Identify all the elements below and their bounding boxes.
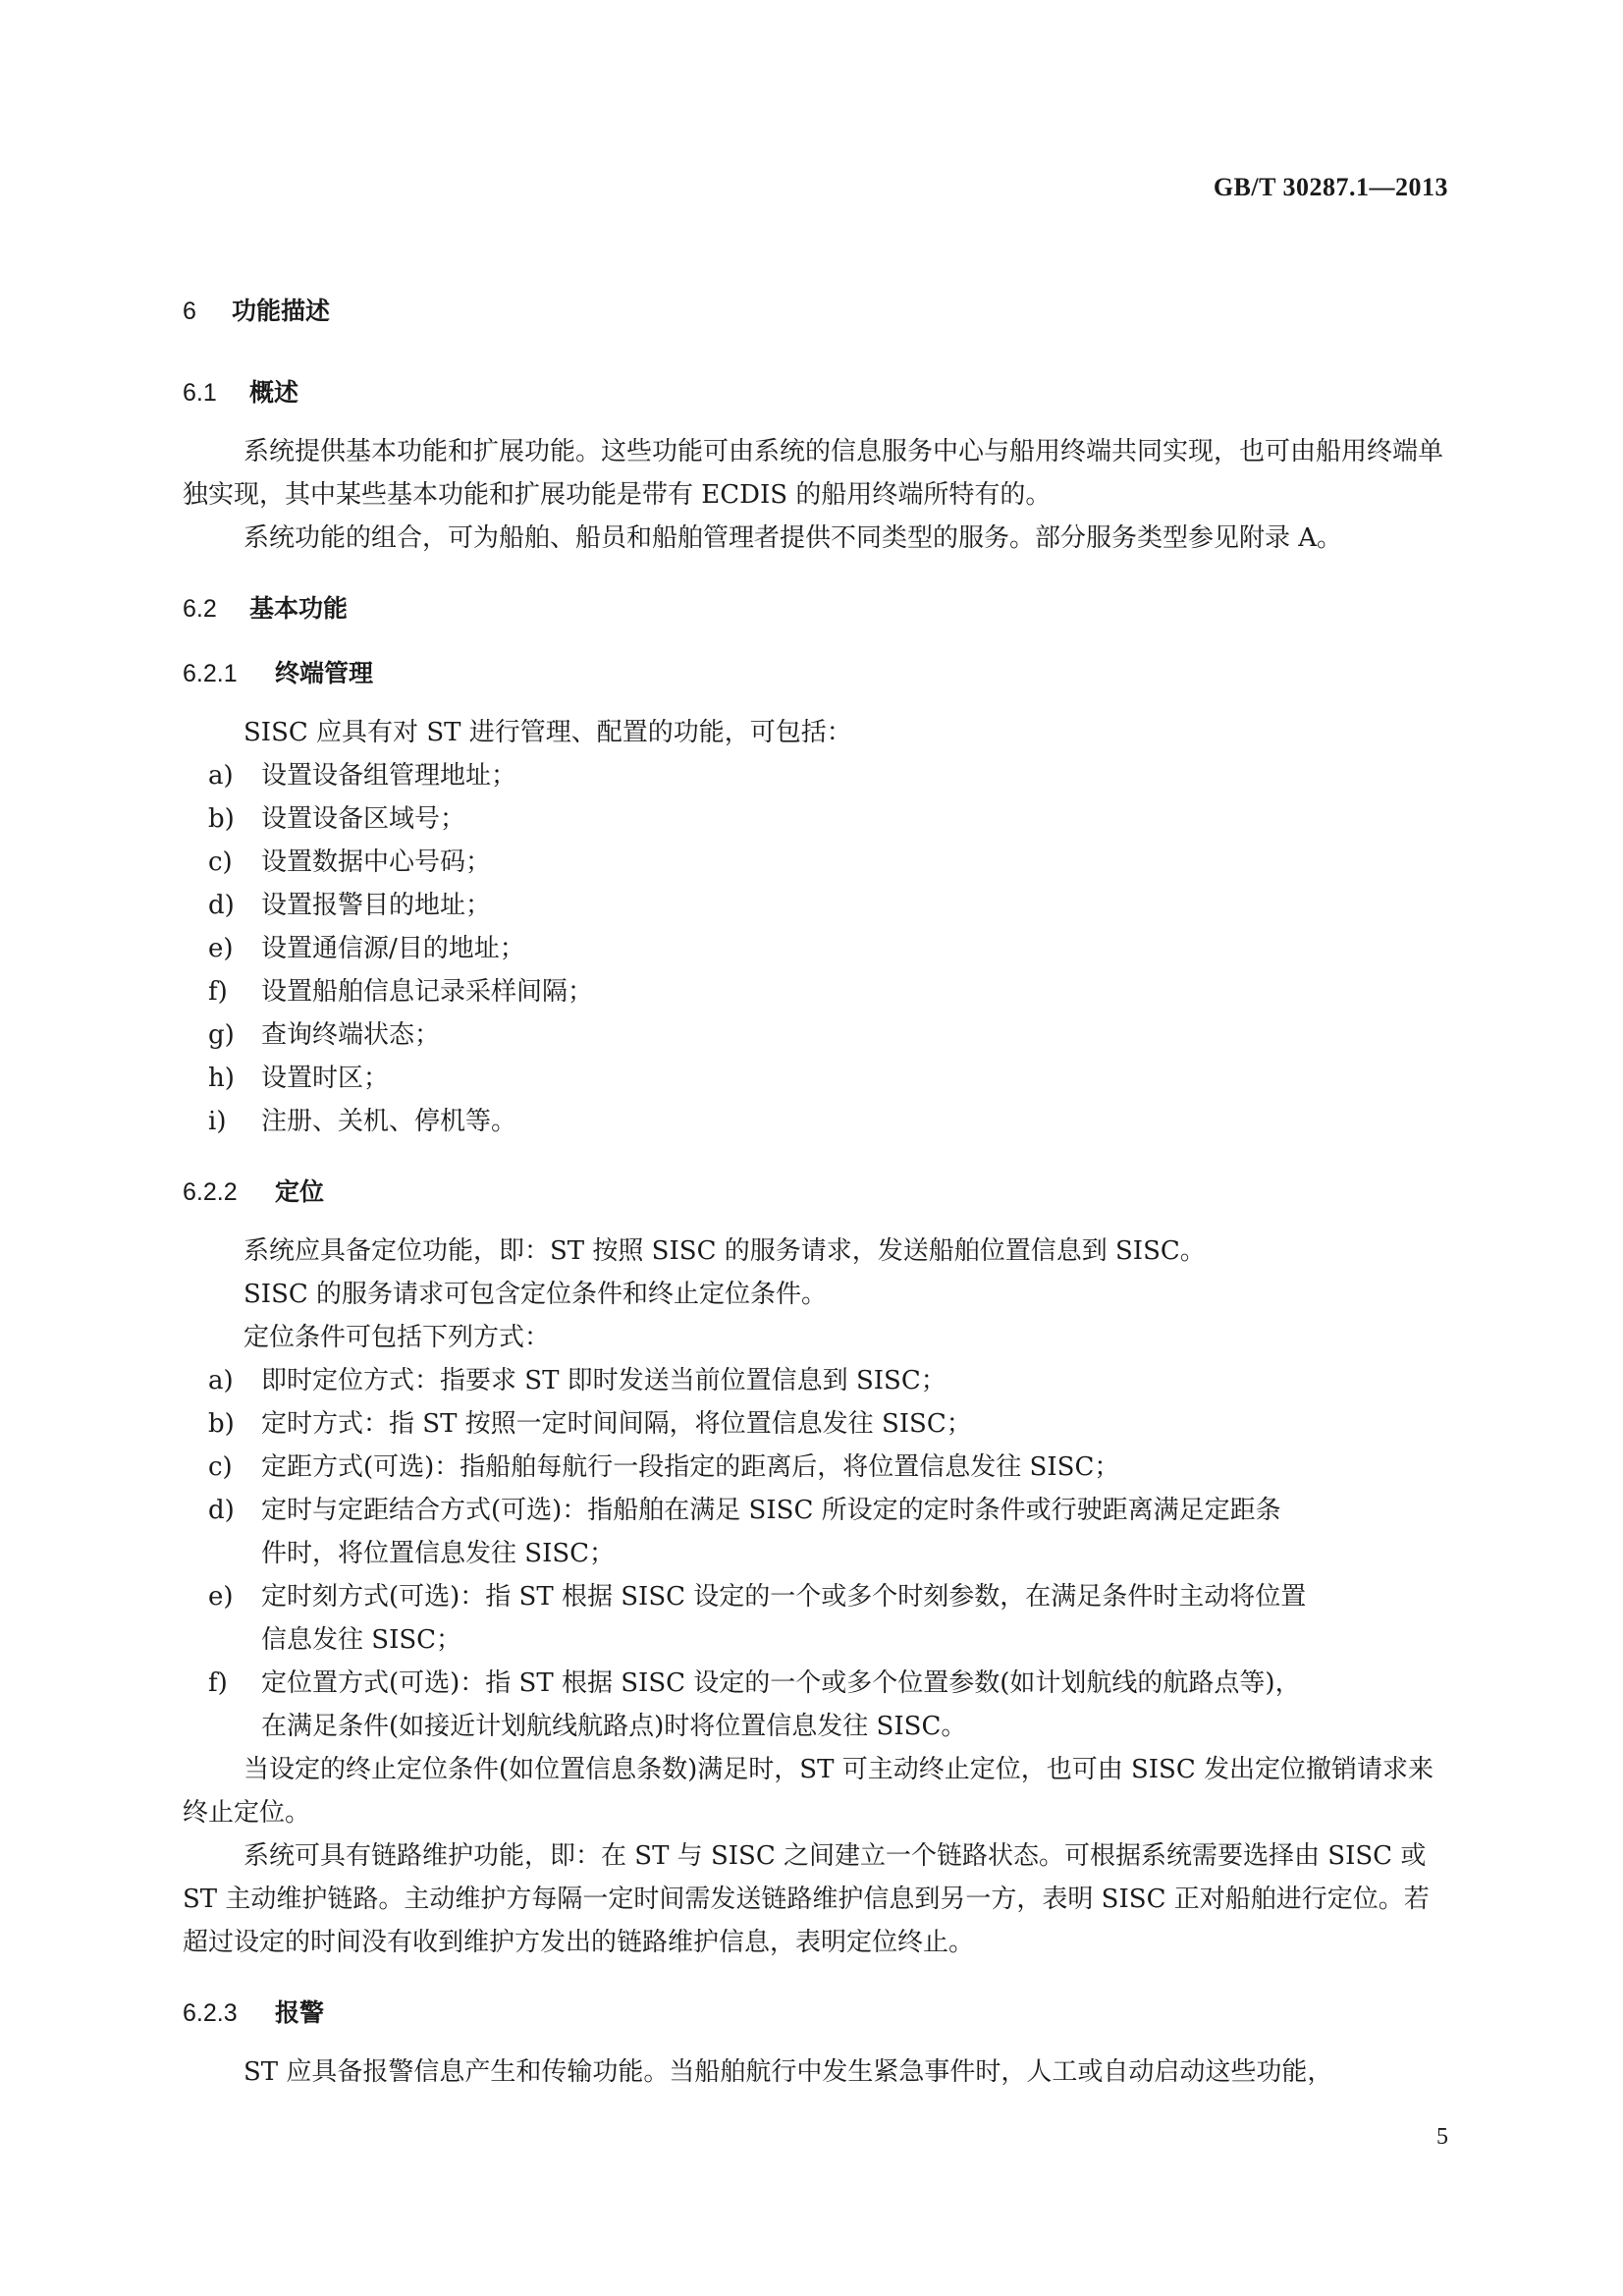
- section-number: 6.2: [183, 595, 217, 623]
- section-6-2-2-heading: [183, 1173, 324, 1208]
- paragraph-terminal-mgmt: SISC 应具有对 ST 进行管理、配置的功能，可包括：: [243, 718, 852, 747]
- section-number: 6.2.1: [183, 660, 238, 687]
- list-item: b) 设置设备区域号；: [208, 804, 466, 834]
- list-item: f) 设置船舶信息记录采样间隔；: [208, 977, 594, 1007]
- section-title: 定位: [275, 1177, 325, 1206]
- section-6-2-heading: [183, 589, 348, 625]
- paragraph-positioning-2: SISC 的服务请求可包含定位条件和终止定位条件。: [243, 1280, 828, 1309]
- page-number: 5: [1436, 2124, 1448, 2150]
- list-item: d) 定时与定距结合方式(可选)：指船舶在满足 SISC 所设定的定时条件或行驶距离满足定距条 件时，将位置信息发往 SISC；: [208, 1496, 1281, 1568]
- list-item: h) 设置时区；: [208, 1064, 390, 1093]
- section-number: 6.2.2: [183, 1178, 238, 1206]
- paragraph-positioning-3: 定位条件可包括下列方式：: [243, 1323, 551, 1352]
- section-6-2-3-heading: [183, 1994, 324, 2029]
- section-number: 6.1: [183, 379, 217, 407]
- paragraph-overview-1: 系统提供基本功能和扩展功能。这些功能可由系统的信息服务中心与船用终端共同实现，也可由船用终端单独实现，其中某些基本功能和扩展功能是带有 ECDIS 的船用终端所特有的。: [183, 437, 1444, 510]
- list-item: i) 注册、关机、停机等。: [208, 1107, 517, 1136]
- list-item: d) 设置报警目的地址；: [208, 891, 492, 920]
- list-item: e) 设置通信源/目的地址；: [208, 934, 525, 963]
- section-title: 报警: [275, 1998, 325, 2027]
- list-item: c) 定距方式(可选)：指船舶每航行一段指定的距离后，将位置信息发往 SISC；: [208, 1452, 1120, 1482]
- section-title: 概述: [249, 378, 299, 407]
- list-item: a) 即时定位方式：指要求 ST 即时发送当前位置信息到 SISC；: [208, 1366, 947, 1395]
- section-title: 终端管理: [275, 659, 374, 687]
- paragraph-termination: 当设定的终止定位条件(如位置信息条数)满足时，ST 可主动终止定位，也可由 SISC 发出定位撤销请求来终止定位。: [183, 1755, 1434, 1828]
- section-number: 6: [183, 298, 196, 325]
- list-item: b) 定时方式：指 ST 按照一定时间间隔，将位置信息发往 SISC；: [208, 1409, 972, 1439]
- list-item: f) 定位置方式(可选)：指 ST 根据 SISC 设定的一个或多个位置参数(如计划航线的航路点等)， 在满足条件(如接近计划航线航路点)时将位置信息发往 SISC。: [208, 1668, 1301, 1741]
- section-6-1-heading: [183, 373, 298, 409]
- section-title: 基本功能: [249, 594, 349, 623]
- paragraph-positioning-1: 系统应具备定位功能，即：ST 按照 SISC 的服务请求，发送船舶位置信息到 SISC。: [243, 1236, 1206, 1266]
- paragraph-link-maintenance: 系统可具有链路维护功能，即：在 ST 与 SISC 之间建立一个链路状态。可根据系统需要选择由 SISC 或 ST 主动维护链路。主动维护方每隔一定时间需发送链路维护信息到另一方，表明 SISC 正对船舶进行定位。若超过设定的时间没有收到维护方发出的链路维护信息，表明定位终止。: [183, 1841, 1430, 1957]
- paragraph-alarm: ST 应具备报警信息产生和传输功能。当船舶航行中发生紧急事件时，人工或自动启动这些功能，: [243, 2057, 1333, 2087]
- section-6-heading: [183, 292, 330, 327]
- standard-code: GB/T 30287.1—2013: [1213, 173, 1448, 201]
- section-title: 功能描述: [232, 297, 331, 325]
- section-number: 6.2.3: [183, 1999, 238, 2027]
- list-item: g) 查询终端状态；: [208, 1020, 441, 1050]
- section-6-2-1-heading: [183, 654, 373, 689]
- list-item: e) 定时刻方式(可选)：指 ST 根据 SISC 设定的一个或多个时刻参数，在满足条件时主动将位置 信息发往 SISC；: [208, 1582, 1307, 1655]
- list-item: c) 设置数据中心号码；: [208, 847, 492, 877]
- paragraph-overview-2: 系统功能的组合，可为船舶、船员和船舶管理者提供不同类型的服务。部分服务类型参见附录 A。: [243, 523, 1343, 553]
- list-item: a) 设置设备组管理地址；: [208, 761, 517, 791]
